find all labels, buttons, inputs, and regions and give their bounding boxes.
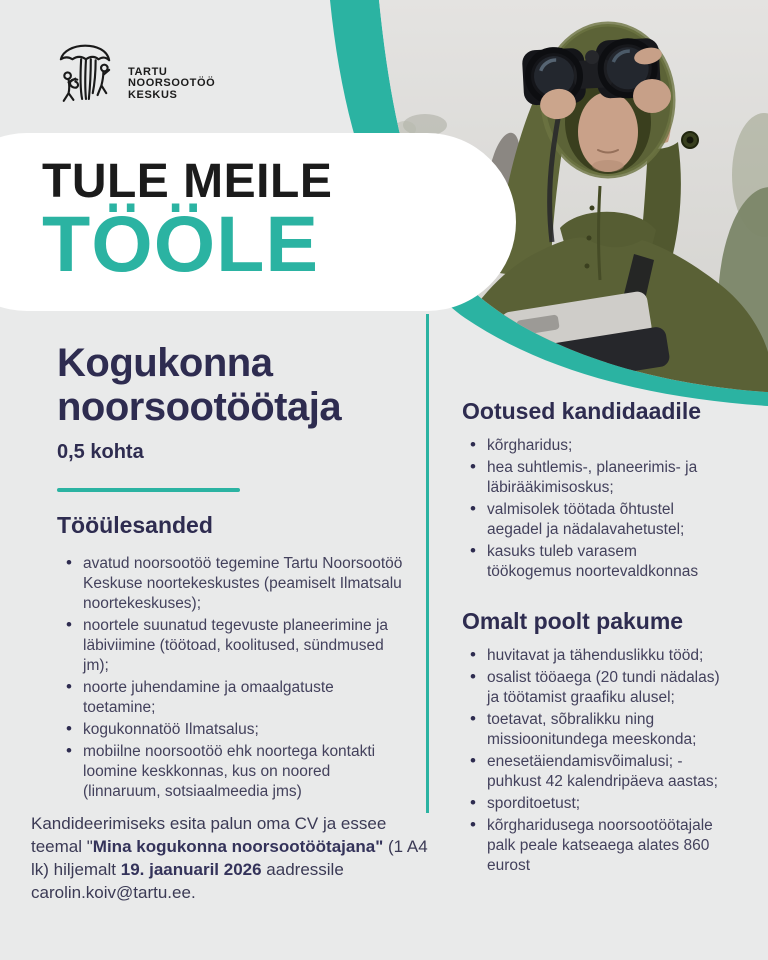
tasks-list (57, 554, 409, 802)
expectations-heading: Ootused kandidaadile (462, 398, 701, 424)
list-item: • enesetäiendamisvõimalusi; - puhkust 42 kalendripäeva aastas; (462, 752, 725, 792)
application-info (31, 812, 433, 904)
list-item: • valmisolek töötada õhtustel aegadel ja nädalavahetustel; (462, 500, 725, 540)
application-essay-topic: Mina kogukonna noorsootöötajana" (92, 837, 384, 856)
logo-text (128, 67, 215, 102)
list-item: • toetavat, sõbralikku ning missioonitundega meeskonda; (462, 710, 725, 750)
accent-divider (57, 488, 240, 492)
logo-line-1: TARTU (128, 65, 168, 78)
headline-line2: TÖÖLE (42, 199, 320, 288)
list-item: • huvitavat ja tähenduslikku tööd; (462, 646, 725, 666)
umbrella-figures-icon (56, 33, 114, 103)
expectations-section (462, 398, 726, 582)
offer-heading: Omalt poolt pakume (462, 608, 684, 634)
logo (56, 33, 215, 103)
list-item: • hea suhtlemis-, planeerimis- ja läbirääkimisoskus; (462, 458, 725, 498)
list-item: • kogukonnatöö Ilmatsalus; (57, 720, 409, 740)
list-item: • kasuks tuleb varasem töökogemus noortevaldkonnas (462, 542, 725, 582)
list-item: • osalist tööaega (20 tundi nädalas) ja töötamist graafiku alusel; (462, 668, 725, 708)
list-item: • kõrgharidusega noorsootöötajale palk peale katseaega alates 860 eurost (462, 816, 725, 876)
list-item: • noortele suunatud tegevuste planeerimine ja läbiviimine (töötoad, koolitused, sündmused jm); (57, 616, 409, 676)
right-hand (633, 79, 671, 113)
application-deadline: 19. jaanuaril 2026 (120, 860, 262, 879)
list-item: • mobiilne noorsootöö ehk noortega kontakti loomine keskkonnas, kus on noored (linnaruum, sotsiaalmeedia jms) (57, 742, 409, 802)
headline (42, 155, 333, 288)
headline-line1: TULE MEILE (42, 155, 333, 208)
application-email-text: aadressile carolin.koiv@tartu.ee. (31, 860, 344, 902)
vertical-divider-line (426, 314, 429, 813)
job-title: Kogukonna noorsootöötaja (57, 341, 342, 429)
application-text: (1 A4 lk) hiljemalt (31, 837, 428, 879)
offer-list (462, 646, 725, 876)
offer-section (462, 608, 726, 876)
logo-line-2: NOORSOOTÖÖ (128, 77, 216, 89)
application-text: Kandideerimiseks esita palun oma CV ja essee teemal " (31, 814, 387, 856)
right-column (462, 398, 726, 878)
list-item: • kõrgharidus; (462, 436, 725, 456)
zipper-seam (599, 186, 601, 280)
list-item: • noorte juhendamine ja omaalgatuste toetamine; (57, 678, 409, 718)
list-item: • sporditoetust; (462, 794, 725, 814)
left-column (57, 341, 409, 804)
expectations-list (462, 436, 725, 582)
tasks-heading: Tööülesanded (57, 512, 213, 538)
logo-line-3: KESKUS (128, 88, 178, 101)
job-workload: 0,5 kohta (57, 441, 144, 463)
list-item: • avatud noorsootöö tegemine Tartu Noorsootöö Keskuse noortekeskustes (peamiselt Ilmatsalu noortekeskuses); (57, 554, 409, 614)
